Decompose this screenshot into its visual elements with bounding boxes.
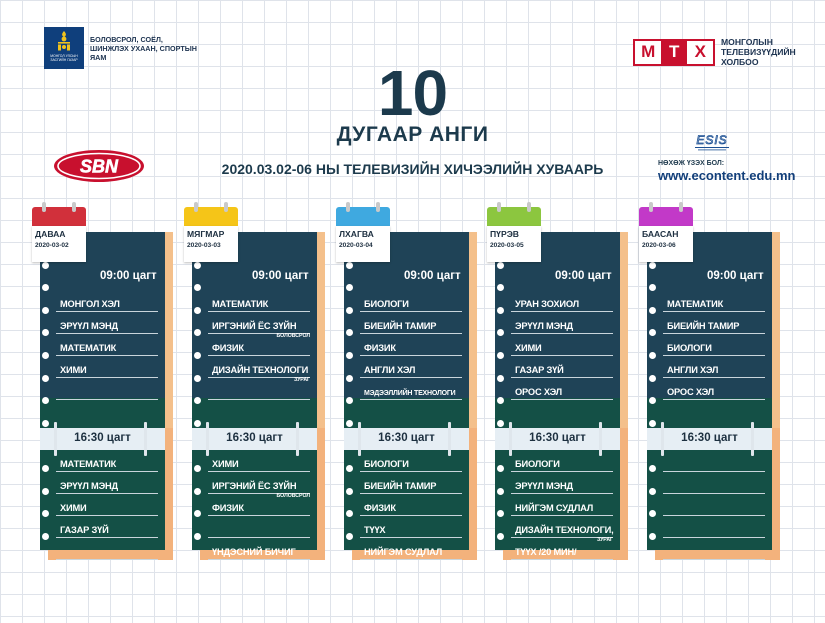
punch-hole xyxy=(42,397,49,404)
punch-hole xyxy=(497,352,504,359)
day-date: 2020-03-06 xyxy=(642,242,676,249)
punch-hole xyxy=(194,533,201,540)
subject-name: ХИМИ xyxy=(515,343,542,353)
punch-hole xyxy=(649,375,656,382)
calendar-ring-icon xyxy=(527,202,531,212)
punch-hole xyxy=(649,262,656,269)
subject-row xyxy=(663,334,765,356)
subject-name: БИЕИЙН ТАМИР xyxy=(667,321,740,331)
day-date: 2020-03-05 xyxy=(490,242,524,249)
subject-row xyxy=(663,494,765,516)
day-calendar-tab xyxy=(184,202,238,262)
punch-holes xyxy=(42,236,50,550)
morning-time: 09:00 цагт xyxy=(404,270,461,282)
subject-row xyxy=(360,378,462,400)
subject-row xyxy=(208,312,310,339)
sbn-logo-icon xyxy=(52,148,146,184)
evening-subject-list xyxy=(360,450,462,560)
punch-hole xyxy=(346,262,353,269)
subject-name: ОРОС ХЭЛ xyxy=(515,387,562,397)
subject-row xyxy=(360,312,462,334)
mtx-letter: Т xyxy=(661,41,687,64)
subject-name: ТҮҮХ /20 МИН/ xyxy=(515,547,577,557)
mtx-letter: М xyxy=(641,42,655,61)
subject-name: ҮНДЭСНИЙ БИЧИГ xyxy=(212,547,296,557)
punch-hole xyxy=(346,397,353,404)
subject-name: ЭРҮҮЛ МЭНД xyxy=(515,321,573,331)
subject-name: ИРГЭНИЙ ЁС ЗҮЙН xyxy=(212,481,297,491)
subject-name: МАТЕМАТИК xyxy=(667,299,724,309)
calendar-header xyxy=(639,207,693,226)
punch-hole xyxy=(497,510,504,517)
punch-hole xyxy=(42,488,49,495)
calendar-ring-icon xyxy=(497,202,501,212)
subject-row xyxy=(208,450,310,472)
subject-name: НИЙГЭМ СУДЛАЛ xyxy=(364,547,443,557)
subject-name: ФИЗИК xyxy=(212,343,244,353)
day-card xyxy=(339,202,469,560)
punch-hole xyxy=(42,352,49,359)
evening-time: 16:30 цагт xyxy=(226,432,283,444)
punch-hole xyxy=(346,329,353,336)
subject-name: ХИМИ xyxy=(60,365,87,375)
evening-time: 16:30 цагт xyxy=(74,432,131,444)
broadcaster-name: МОНГОЛЫН ТЕЛЕВИЗҮҮДИЙН ХОЛБОО xyxy=(721,37,796,67)
morning-subject-list xyxy=(56,290,158,400)
punch-holes xyxy=(346,236,354,550)
esis-url-link[interactable]: www.econtent.edu.mn xyxy=(658,168,796,183)
subject-name: БИОЛОГИ xyxy=(364,459,409,469)
subject-name: ХИМИ xyxy=(60,503,87,513)
evening-subject-list xyxy=(56,450,158,560)
subject-name: БИОЛОГИ xyxy=(667,343,712,353)
punch-hole xyxy=(497,465,504,472)
punch-hole xyxy=(497,329,504,336)
evening-time: 16:30 цагт xyxy=(378,432,435,444)
subject-row xyxy=(511,472,613,494)
emblem-caption: МОНГОЛ УЛСЫН ЗАСГИЙН ГАЗАР xyxy=(50,54,78,62)
punch-hole xyxy=(194,307,201,314)
punch-hole xyxy=(194,375,201,382)
subject-row xyxy=(663,538,765,560)
evening-subject-list xyxy=(208,450,310,560)
punch-hole xyxy=(649,488,656,495)
schedule-card xyxy=(495,232,620,557)
morning-time: 09:00 цагт xyxy=(555,270,612,282)
day-calendar-tab xyxy=(487,202,541,262)
punch-hole xyxy=(649,352,656,359)
ministry-name: БОЛОВСРОЛ, СОЁЛ, ШИНЖЛЭХ УХААН, СПОРТЫН ЯАМ xyxy=(90,34,197,62)
punch-hole xyxy=(497,420,504,427)
subject-row xyxy=(511,450,613,472)
punch-hole xyxy=(194,262,201,269)
punch-hole xyxy=(42,262,49,269)
schedule-subtitle: 2020.03.02-06 НЫ ТЕЛЕВИЗИЙН ХИЧЭЭЛИЙН ХУВААРЬ xyxy=(221,161,604,177)
subject-row xyxy=(360,516,462,538)
subject-row xyxy=(56,312,158,334)
esis-logo-text: ESIS xyxy=(696,133,728,147)
punch-hole xyxy=(649,465,656,472)
subject-row xyxy=(663,290,765,312)
subject-row xyxy=(208,472,310,499)
subject-name: МАТЕМАТИК xyxy=(60,343,117,353)
morning-subject-list xyxy=(663,290,765,400)
subject-row xyxy=(511,516,614,543)
punch-hole xyxy=(42,420,49,427)
punch-hole xyxy=(194,284,201,291)
calendar-ring-icon xyxy=(72,202,76,212)
subject-row xyxy=(208,334,310,356)
day-date: 2020-03-03 xyxy=(187,242,221,249)
punch-hole xyxy=(649,420,656,427)
schedule-card xyxy=(344,232,469,557)
day-card xyxy=(35,202,165,560)
subject-name: АНГЛИ ХЭЛ xyxy=(364,365,416,375)
punch-hole xyxy=(497,533,504,540)
morning-subject-list xyxy=(360,290,462,400)
punch-hole xyxy=(346,352,353,359)
calendar-ring-icon xyxy=(224,202,228,212)
subject-name: УРАН ЗОХИОЛ xyxy=(515,299,579,309)
punch-hole xyxy=(42,307,49,314)
schedule-card xyxy=(40,232,165,550)
subject-note: ЗУРАГ xyxy=(294,377,310,383)
subject-name: НИЙГЭМ СУДЛАЛ xyxy=(515,503,594,513)
calendar-ring-icon xyxy=(346,202,350,212)
punch-hole xyxy=(346,510,353,517)
subject-row xyxy=(208,516,310,538)
evening-time: 16:30 цагт xyxy=(681,432,738,444)
punch-hole xyxy=(497,262,504,269)
punch-hole xyxy=(194,510,201,517)
subject-name: ГАЗАР ЗҮЙ xyxy=(515,365,564,375)
punch-hole xyxy=(497,397,504,404)
day-date: 2020-03-02 xyxy=(35,242,69,249)
punch-holes xyxy=(194,236,202,550)
subject-name: ФИЗИК xyxy=(364,343,396,353)
punch-hole xyxy=(497,284,504,291)
morning-time: 09:00 цагт xyxy=(100,270,157,282)
punch-hole xyxy=(649,307,656,314)
subject-row xyxy=(208,494,310,516)
day-calendar-tab xyxy=(639,202,693,262)
subject-name: ФИЗИК xyxy=(364,503,396,513)
subject-name: БИЕИЙН ТАМИР xyxy=(364,481,437,491)
subject-row xyxy=(511,290,613,312)
subject-row xyxy=(360,538,462,560)
day-name: БААСАН xyxy=(642,229,679,239)
punch-hole xyxy=(346,488,353,495)
punch-hole xyxy=(649,284,656,291)
punch-hole xyxy=(194,352,201,359)
sbn-logo-text: SBN xyxy=(79,156,119,177)
calendar-ring-icon xyxy=(42,202,46,212)
punch-hole xyxy=(497,307,504,314)
punch-hole xyxy=(194,397,201,404)
punch-hole xyxy=(346,533,353,540)
punch-hole xyxy=(346,465,353,472)
subject-row xyxy=(56,334,158,356)
punch-hole xyxy=(42,465,49,472)
subject-name: МОНГОЛ ХЭЛ xyxy=(60,299,120,309)
day-calendar-tab xyxy=(336,202,390,262)
subject-row xyxy=(56,290,158,312)
esis-block xyxy=(658,132,818,183)
subject-note: ЗУРАГ xyxy=(597,537,613,543)
punch-hole xyxy=(649,397,656,404)
subject-row xyxy=(511,378,613,400)
day-name: ПҮРЭВ xyxy=(490,229,520,239)
subject-name: АНГЛИ ХЭЛ xyxy=(667,365,719,375)
subject-row xyxy=(360,494,462,516)
subject-row xyxy=(663,356,765,378)
subject-row xyxy=(663,378,765,400)
subject-row xyxy=(56,516,158,538)
esis-see-label: НӨХӨЖ ҮЗЭХ БОЛ: xyxy=(658,160,725,167)
morning-subject-list xyxy=(511,290,613,400)
punch-hole xyxy=(649,510,656,517)
punch-hole xyxy=(194,465,201,472)
subject-name: ИРГЭНИЙ ЁС ЗҮЙН xyxy=(212,321,297,331)
punch-hole xyxy=(346,420,353,427)
subject-row xyxy=(663,472,765,494)
calendar-ring-icon xyxy=(376,202,380,212)
punch-hole xyxy=(346,284,353,291)
subject-name: ЭРҮҮЛ МЭНД xyxy=(515,481,573,491)
subject-name: ЭРҮҮЛ МЭНД xyxy=(60,481,118,491)
punch-hole xyxy=(497,375,504,382)
subject-row xyxy=(56,494,158,516)
day-card xyxy=(187,202,317,560)
mtx-letter: Х xyxy=(694,42,706,61)
subject-row xyxy=(56,538,158,560)
esis-logo-icon xyxy=(690,132,734,152)
subject-name: МАТЕМАТИК xyxy=(60,459,117,469)
subject-row xyxy=(360,334,462,356)
subject-row xyxy=(360,290,462,312)
schedule-card xyxy=(647,232,772,550)
subject-row xyxy=(663,450,765,472)
day-card xyxy=(642,202,772,560)
punch-hole xyxy=(194,488,201,495)
subject-name: БИОЛОГИ xyxy=(515,459,560,469)
subject-name: ДИЗАЙН ТЕХНОЛОГИ, xyxy=(515,525,614,535)
punch-hole xyxy=(42,510,49,517)
evening-subject-list xyxy=(663,450,765,560)
subject-name: ЭРҮҮЛ МЭНД xyxy=(60,321,118,331)
subject-row xyxy=(663,312,765,334)
subject-row xyxy=(511,538,613,560)
subject-name: БИОЛОГИ xyxy=(364,299,409,309)
punch-hole xyxy=(194,329,201,336)
subject-name: ОРОС ХЭЛ xyxy=(667,387,714,397)
calendar-ring-icon xyxy=(194,202,198,212)
day-name: МЯГМАР xyxy=(187,229,225,239)
subject-row xyxy=(663,516,765,538)
subject-row xyxy=(208,378,310,400)
subject-name: БИЕИЙН ТАМИР xyxy=(364,321,437,331)
punch-hole xyxy=(346,307,353,314)
morning-subject-list xyxy=(208,290,310,400)
subject-note: БОЛОВСРОЛ xyxy=(276,333,310,339)
evening-time: 16:30 цагт xyxy=(529,432,586,444)
subject-row xyxy=(511,494,613,516)
subject-row xyxy=(360,356,462,378)
calendar-ring-icon xyxy=(649,202,653,212)
punch-hole xyxy=(194,420,201,427)
subject-row xyxy=(208,290,310,312)
subject-row xyxy=(208,538,310,560)
subject-name: МАТЕМАТИК xyxy=(212,299,269,309)
subject-row xyxy=(208,356,310,383)
subject-row xyxy=(511,334,613,356)
calendar-header xyxy=(336,207,390,226)
day-name: ЛХАГВА xyxy=(339,229,374,239)
day-name: ДАВАА xyxy=(35,229,66,239)
punch-holes xyxy=(497,236,505,550)
subject-row xyxy=(56,378,158,400)
punch-hole xyxy=(42,533,49,540)
subject-row xyxy=(56,356,158,378)
punch-hole xyxy=(42,284,49,291)
subject-name: ХИМИ xyxy=(212,459,239,469)
morning-time: 09:00 цагт xyxy=(252,270,309,282)
subject-note: БОЛОВСРОЛ xyxy=(276,493,310,499)
subject-row xyxy=(56,472,158,494)
soyombo-glyph-icon xyxy=(53,30,75,52)
calendar-ring-icon xyxy=(679,202,683,212)
punch-hole xyxy=(346,375,353,382)
punch-hole xyxy=(649,533,656,540)
punch-hole xyxy=(497,488,504,495)
calendar-header xyxy=(487,207,541,226)
subject-name: ФИЗИК xyxy=(212,503,244,513)
subject-row xyxy=(56,450,158,472)
punch-hole xyxy=(42,329,49,336)
schedule-card xyxy=(192,232,317,557)
day-calendar-tab xyxy=(32,202,86,262)
subject-row xyxy=(360,450,462,472)
subject-row xyxy=(511,356,613,378)
calendar-header xyxy=(184,207,238,226)
punch-hole xyxy=(42,375,49,382)
calendar-header xyxy=(32,207,86,226)
punch-holes xyxy=(649,236,657,550)
punch-hole xyxy=(649,329,656,336)
subject-name: ГАЗАР ЗҮЙ xyxy=(60,525,109,535)
subject-name: МЭДЭЭЛЛИЙН ТЕХНОЛОГИ xyxy=(364,390,456,397)
subject-name: ТҮҮХ xyxy=(364,525,386,535)
morning-time: 09:00 цагт xyxy=(707,270,764,282)
grade-title: ДУГААР АНГИ xyxy=(336,123,489,146)
day-card xyxy=(490,202,620,560)
subject-name: ДИЗАЙН ТЕХНОЛОГИ xyxy=(212,365,309,375)
evening-subject-list xyxy=(511,450,613,560)
subject-row xyxy=(360,472,462,494)
subject-row xyxy=(511,312,613,334)
day-date: 2020-03-04 xyxy=(339,242,373,249)
grade-number: 10 xyxy=(377,57,448,129)
